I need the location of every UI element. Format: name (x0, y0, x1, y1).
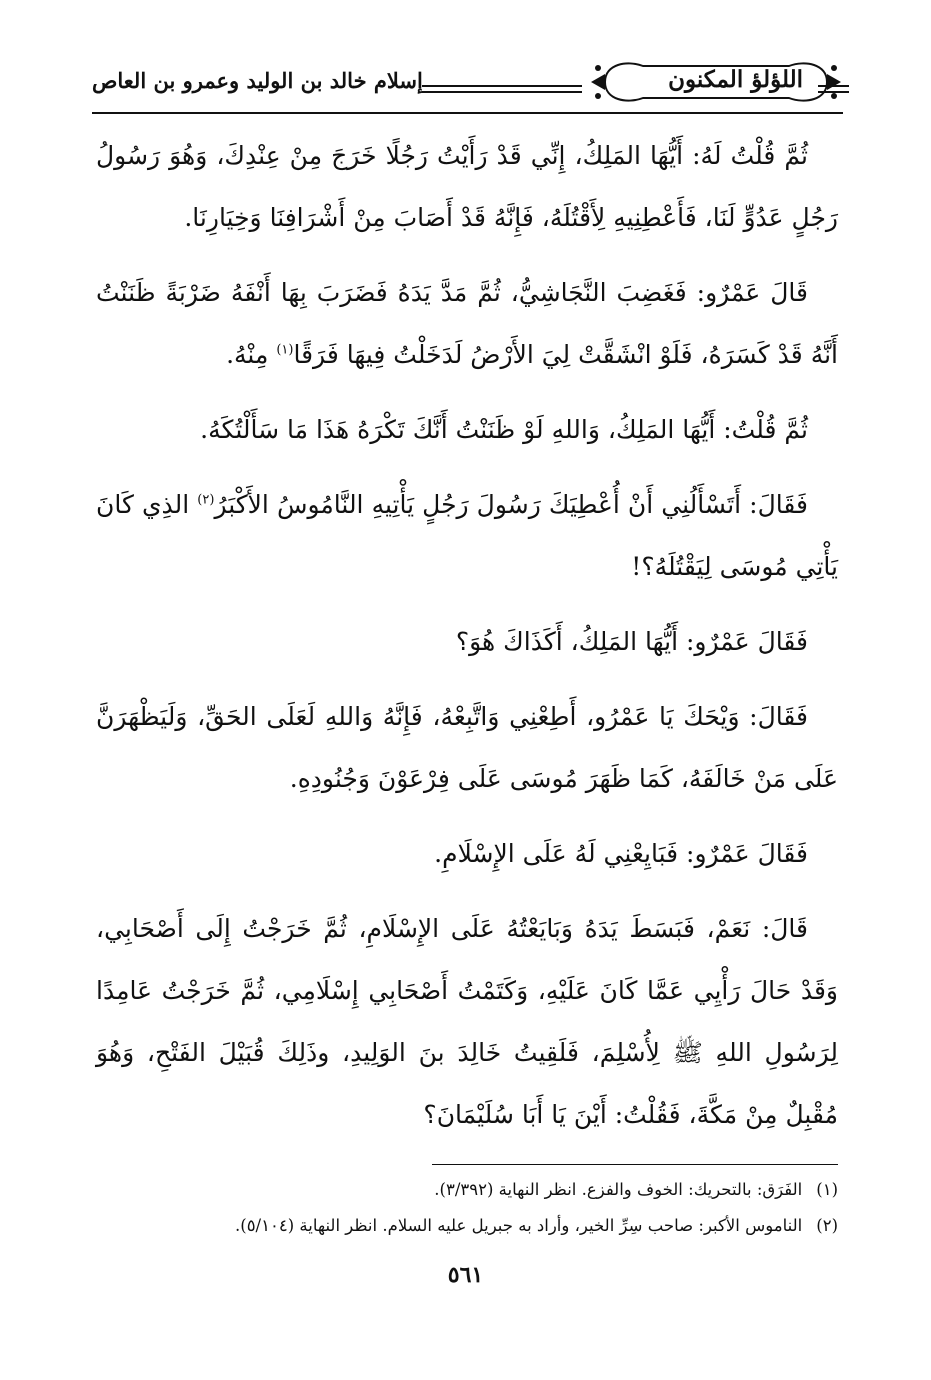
paragraph-2 (96, 262, 838, 386)
chapter-title: إسلام خالد بن الوليد وعمرو بن العاص (92, 68, 423, 93)
paragraph-5: فَقَالَ عَمْرٌو: أَيُّهَا المَلِكُ، أَكَذَاكَ هُوَ؟ (455, 627, 808, 656)
footnote-separator (432, 1164, 838, 1165)
footnote-1-text: الفَرَق: بالتحريك: الخوف والفزع. انظر النهاية (٣/٣٩٢). (434, 1180, 803, 1199)
book-title: اللؤلؤ المكنون (668, 66, 803, 93)
paragraph-2-tail: مِنْهُ. (226, 340, 269, 369)
footnote-1-number: (١) (816, 1180, 838, 1199)
paragraph-7: فَقَالَ عَمْرٌو: فَبَايِعْنِي لَهُ عَلَى الإِسْلَامِ. (434, 839, 808, 868)
footnote-2 (96, 1208, 838, 1244)
paragraph-4-text: فَقَالَ: أَتَسْأَلُنِي أَنْ أُعْطِيَكَ رَسُولَ رَجُلٍ يَأْتِيهِ النَّامُوسُ الأَكْبَرُ (214, 490, 808, 519)
header-rule-end (818, 85, 849, 93)
paragraph-1: ثُمَّ قُلْتُ لَهُ: أَيُّهَا المَلِكُ، إِنِّي قَدْ رَأَيْتُ رَجُلًا خَرَجَ مِنْ عِنْدِكَ، وَهُوَ رَسُولُ رَجُلٍ عَدُوٍّ لَنَا، فَأَعْطِنِيهِ لِأَقْتُلَهُ، فَإِنَّهُ قَدْ أَصَابَ مِنْ أَشْرَافِنَا وَخِيَارِنَا. (96, 141, 838, 232)
running-header (92, 52, 843, 118)
footnotes (96, 1172, 838, 1244)
header-underline (92, 112, 843, 114)
main-text (96, 125, 838, 1159)
paragraph-4 (96, 474, 838, 598)
paragraph-8: قَالَ: نَعَمْ، فَبَسَطَ يَدَهُ وَبَايَعْتُهُ عَلَى الإِسْلَامِ، ثُمَّ خَرَجْتُ إِلَى أَصْحَابِي، وَقَدْ حَالَ رَأْيِي عَمَّا كَانَ عَلَيْهِ، وَكَتَمْتُ أَصْحَابِي إِسْلَامِي، ثُمَّ خَرَجْتُ عَامِدًا لِرَسُولِ اللهِ ﷺ لِأُسْلِمَ، فَلَقِيتُ خَالِدَ بنَ الوَلِيدِ، وذَلِكَ قُبَيْلَ الفَتْحِ، وَهُوَ مُقْبِلٌ مِنْ مَكَّةَ، فَقُلْتُ: أَيْنَ يَا أَبَا سُلَيْمَانَ؟ (96, 914, 838, 1129)
footnote-ref-1[interactable]: (١) (276, 342, 294, 358)
footnote-1 (96, 1172, 838, 1208)
header-rule-middle (422, 85, 582, 93)
footnote-ref-2[interactable]: (٢) (197, 492, 215, 508)
paragraph-2-text: قَالَ عَمْرٌو: فَغَضِبَ النَّجَاشِيُّ، ثُمَّ مَدَّ يَدَهُ فَضَرَبَ بِهَا أَنْفَهُ ضَرْبَةً ظَنَنْتُ أَنَّهُ قَدْ كَسَرَهُ، فَلَوْ انْشَقَّتْ لِيَ الأَرْضُ لَدَخَلْتُ فِيهَا فَرَقًا (96, 278, 838, 369)
footnote-2-text: الناموس الأكبر: صاحب سِرِّ الخير، وأراد به جبريل عليه السلام. انظر النهاية (٥/١٠٤). (235, 1216, 803, 1235)
paragraph-6: فَقَالَ: وَيْحَكَ يَا عَمْرُو، أَطِعْنِي وَاتَّبِعْهُ، فَإِنَّهُ وَاللهِ لَعَلَى الحَقِّ، وَلَيَظْهَرَنَّ عَلَى مَنْ خَالَفَهُ، كَمَا ظَهَرَ مُوسَى عَلَى فِرْعَوْنَ وَجُنُودِهِ. (96, 702, 838, 793)
page-number: ٥٦١ (447, 1262, 484, 1288)
paragraph-4-tail: الذِي كَانَ يَأْتِي مُوسَى لِيَقْتُلَهُ؟! (96, 490, 838, 581)
footnote-2-number: (٢) (816, 1216, 838, 1235)
paragraph-3: ثُمَّ قُلْتُ: أَيُّهَا المَلِكُ، وَاللهِ لَوْ ظَنَنْتُ أَنَّكَ تَكْرَهُ هَذَا مَا سَأَلْتُكَهُ. (200, 415, 808, 444)
